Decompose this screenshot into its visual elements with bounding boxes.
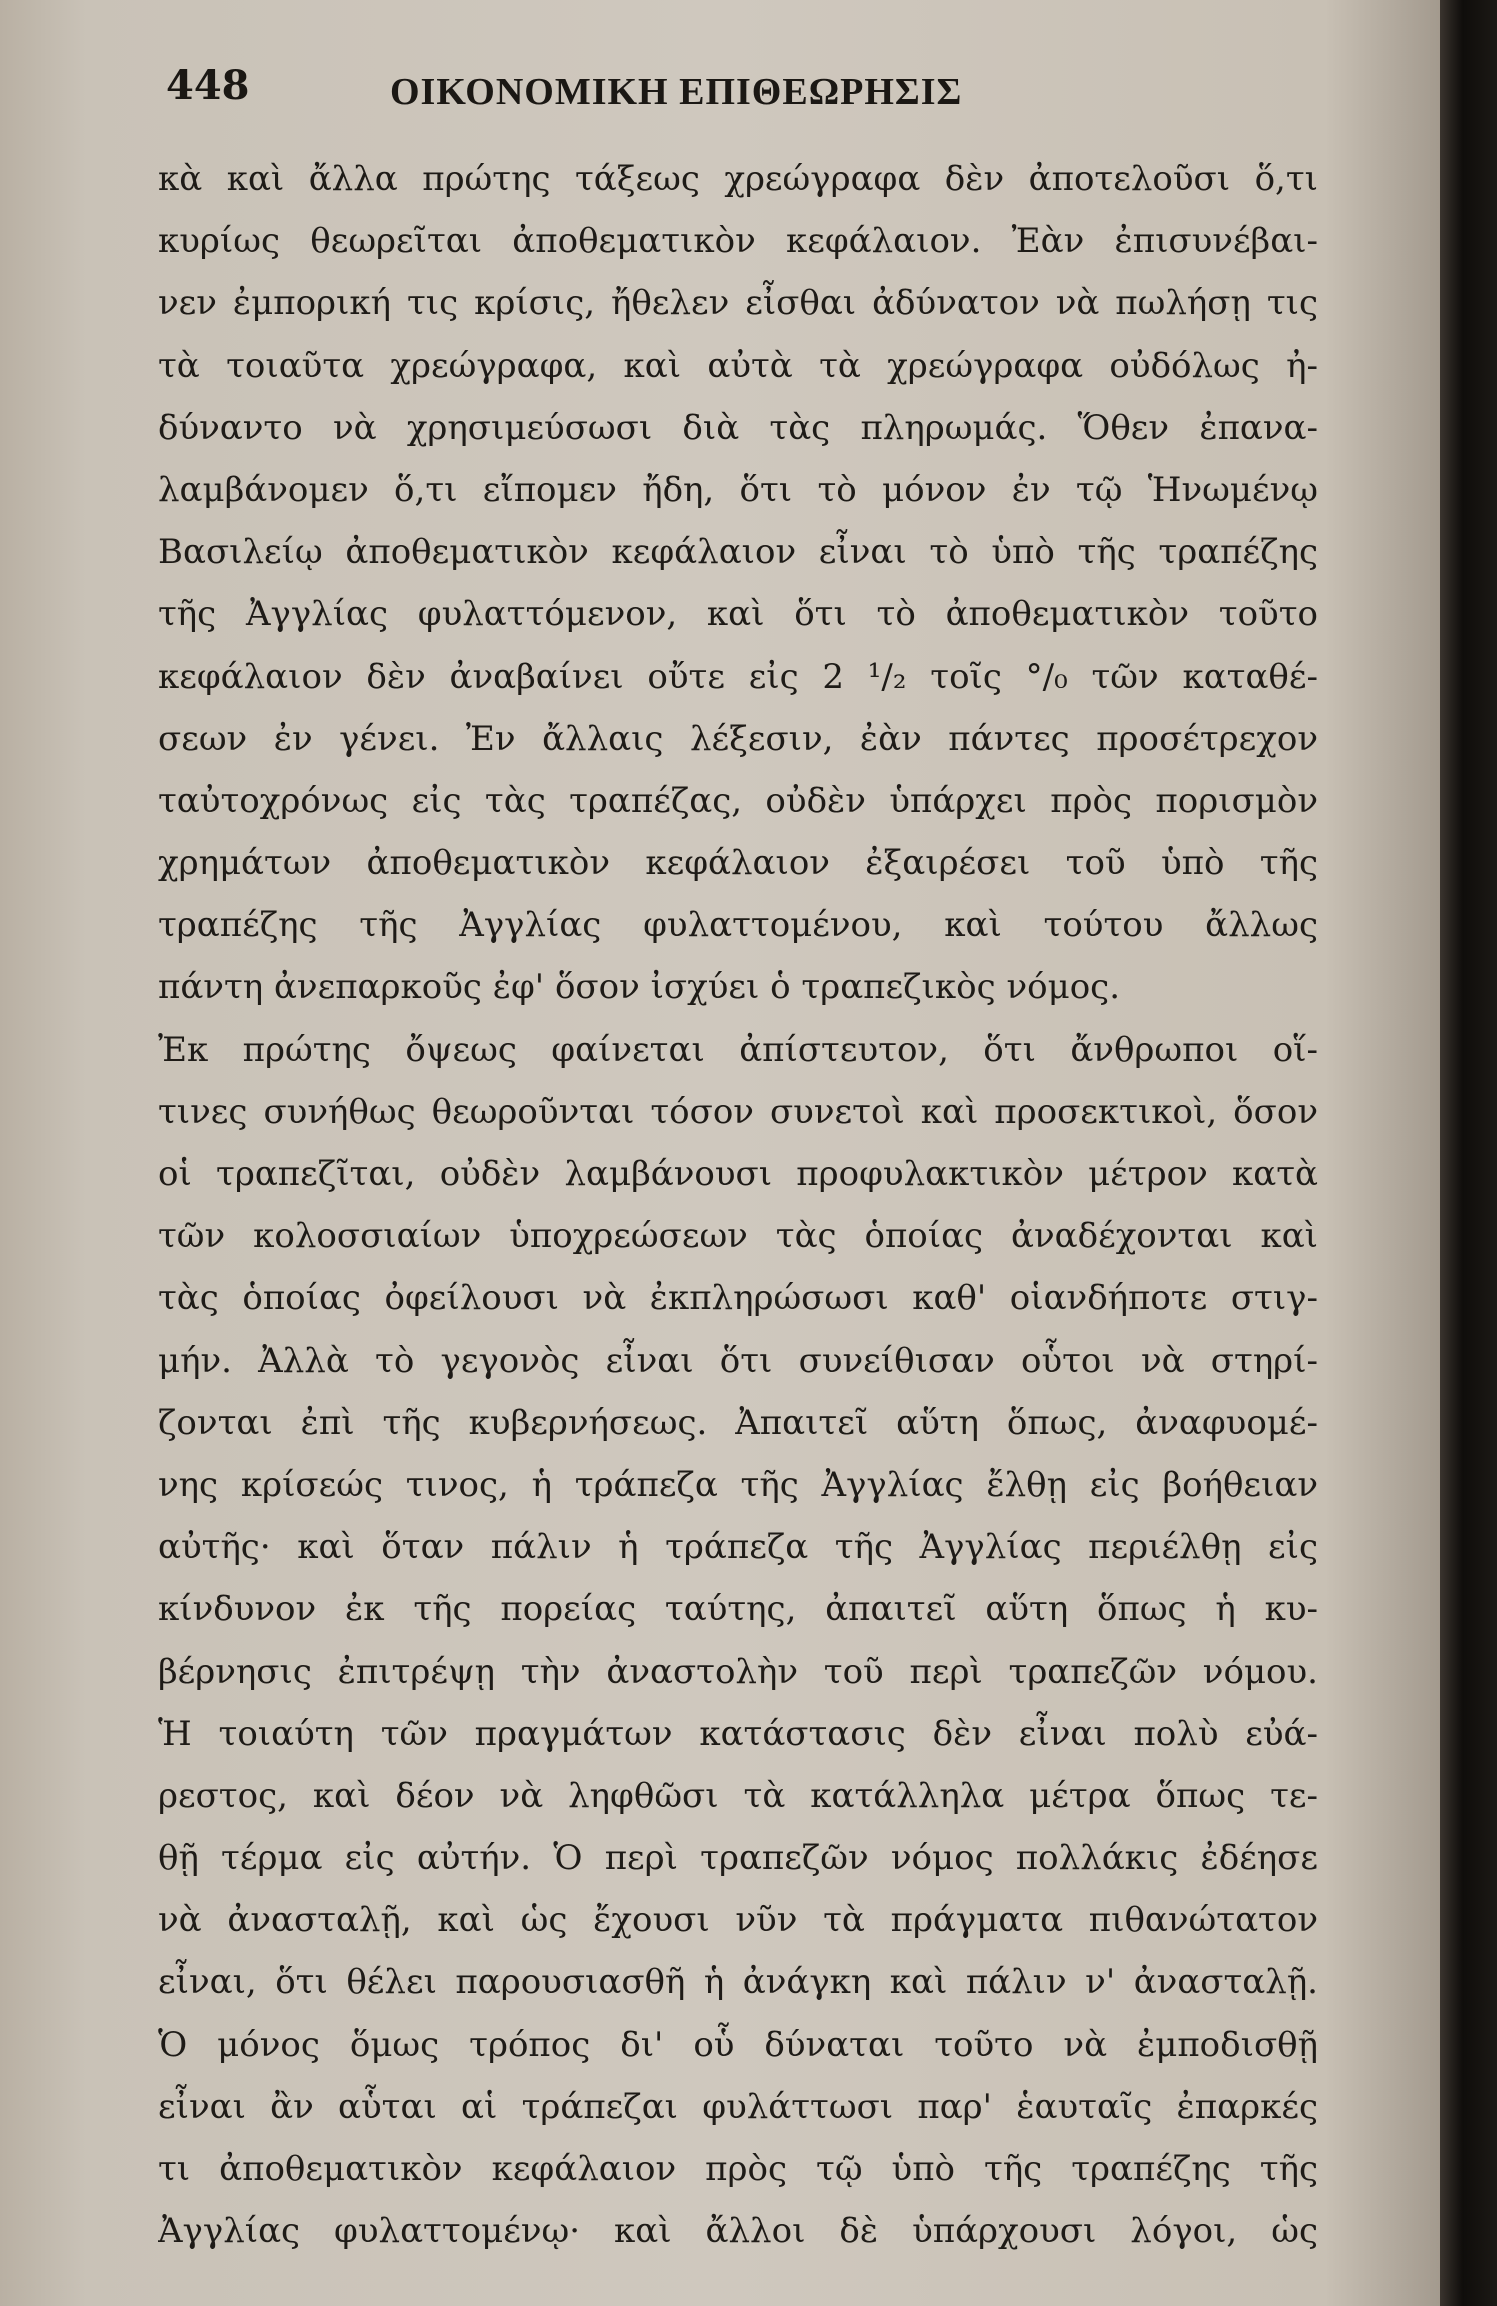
running-head: ΟΙΚΟΝΟΜΙΚΗ ΕΠΙΘΕΩΡΗΣΙΣ	[390, 71, 963, 113]
text-line: εἶναι ἂν αὗται αἱ τράπεζαι φυλάττωσι παρ' ἑαυταῖς ἐπαρκές	[158, 2086, 1318, 2127]
text-line: Ἐκ πρώτης ὄψεως φαίνεται ἀπίστευτον, ὅτι ἄνθρωποι οἵ-	[158, 1029, 1318, 1070]
text-line: τῶν κολοσσιαίων ὑποχρεώσεων τὰς ὁποίας ἀναδέχονται καὶ	[158, 1216, 1318, 1257]
page-header	[160, 62, 1320, 122]
text-line: νεν ἐμπορική τις κρίσις, ἤθελεν εἶσθαι ἀδύνατον νὰ πωλήσῃ τις	[158, 283, 1318, 324]
text-line: ταὐτοχρόνως εἰς τὰς τραπέζας, οὐδὲν ὑπάρχει πρὸς πορισμὸν	[158, 780, 1318, 821]
text-line: βέρνησις ἐπιτρέψῃ τὴν ἀναστολὴν τοῦ περὶ τραπεζῶν νόμου.	[158, 1651, 1318, 1692]
body-text	[158, 148, 1318, 2262]
text-line: θῇ τέρμα εἰς αὐτήν. Ὁ περὶ τραπεζῶν νόμος πολλάκις ἐδέησε	[158, 1838, 1318, 1879]
text-line: Βασιλείῳ ἀποθεματικὸν κεφάλαιον εἶναι τὸ ὑπὸ τῆς τραπέζης	[158, 532, 1318, 573]
text-line: τι ἀποθεματικὸν κεφάλαιον πρὸς τῷ ὑπὸ τῆς τραπέζης τῆς	[158, 2149, 1318, 2189]
text-line: Ὁ μόνος ὅμως τρόπος δι' οὗ δύναται τοῦτο νὰ ἐμποδισθῇ	[158, 2024, 1318, 2065]
text-line: νης κρίσεώς τινος, ἡ τράπεζα τῆς Ἀγγλίας ἔλθῃ εἰς βοήθειαν	[158, 1464, 1318, 1505]
text-line: τραπέζης τῆς Ἀγγλίας φυλαττομένου, καὶ τούτου ἄλλως	[158, 905, 1318, 946]
text-line: εἶναι, ὅτι θέλει παρουσιασθῆ ἡ ἀνάγκη καὶ πάλιν ν' ἀνασταλῇ.	[158, 1962, 1318, 2003]
text-line: ζονται ἐπὶ τῆς κυβερνήσεως. Ἀπαιτεῖ αὕτη ὅπως, ἀναφυομέ-	[158, 1402, 1318, 1443]
text-line: κυρίως θεωρεῖται ἀποθεματικὸν κεφάλαιον. Ἐὰν ἐπισυνέβαι-	[158, 221, 1318, 262]
text-line: μήν. Ἀλλὰ τὸ γεγονὸς εἶναι ὅτι συνείθισαν οὗτοι νὰ στηρί-	[158, 1340, 1318, 1381]
text-line: χρημάτων ἀποθεματικὸν κεφάλαιον ἐξαιρέσει τοῦ ὑπὸ τῆς	[158, 843, 1318, 884]
text-line: Ἀγγλίας φυλαττομένῳ· καὶ ἄλλοι δὲ ὑπάρχουσι λόγοι, ὡς	[158, 2211, 1318, 2252]
text-line: τὰς ὁποίας ὀφείλουσι νὰ ἐκπληρώσωσι καθ' οἱανδήποτε στιγ-	[158, 1278, 1318, 1319]
text-line: κὰ καὶ ἄλλα πρώτης τάξεως χρεώγραφα δὲν ἀποτελοῦσι ὅ,τι	[158, 159, 1318, 199]
text-line: οἱ τραπεζῖται, οὐδὲν λαμβάνουσι προφυλακτικὸν μέτρον κατὰ	[158, 1154, 1318, 1194]
text-line: τὰ τοιαῦτα χρεώγραφα, καὶ αὐτὰ τὰ χρεώγραφα οὐδόλως ἠ-	[158, 345, 1318, 386]
page-number: 448	[166, 62, 250, 109]
text-line: σεων ἐν γένει. Ἐν ἄλλαις λέξεσιν, ἐὰν πάντες προσέτρεχον	[158, 718, 1318, 759]
text-line: τῆς Ἀγγλίας φυλαττόμενον, καὶ ὅτι τὸ ἀποθεματικὸν τοῦτο	[158, 594, 1318, 635]
text-line: κεφάλαιον δὲν ἀναβαίνει οὔτε εἰς 2 ¹/₂ τοῖς °/₀ τῶν καταθέ-	[158, 656, 1318, 697]
text-line: νὰ ἀνασταλῇ, καὶ ὡς ἔχουσι νῦν τὰ πράγματα πιθανώτατον	[158, 1900, 1318, 1941]
text-line: λαμβάνομεν ὅ,τι εἴπομεν ἤδη, ὅτι τὸ μόνον ἐν τῷ Ἡνωμένῳ	[158, 469, 1318, 510]
text-line: τινες συνήθως θεωροῦνται τόσον συνετοὶ καὶ προσεκτικοὶ, ὅσον	[158, 1091, 1318, 1132]
text-line: ρεστος, καὶ δέον νὰ ληφθῶσι τὰ κατάλληλα μέτρα ὅπως τε-	[158, 1775, 1318, 1816]
text-line: κίνδυνον ἐκ τῆς πορείας ταύτης, ἀπαιτεῖ αὕτη ὅπως ἡ κυ-	[158, 1589, 1318, 1630]
page-edge-shadow	[1440, 0, 1497, 2306]
text-line: Ἡ τοιαύτη τῶν πραγμάτων κατάστασις δὲν εἶναι πολὺ εὐά-	[158, 1713, 1318, 1754]
text-line: δύναντο νὰ χρησιμεύσωσι διὰ τὰς πληρωμάς. Ὅθεν ἐπανα-	[158, 407, 1318, 448]
text-line: αὐτῆς· καὶ ὅταν πάλιν ἡ τράπεζα τῆς Ἀγγλίας περιέλθῃ εἰς	[158, 1527, 1318, 1568]
text-line: πάντη ἀνεπαρκοῦς ἐφ' ὅσον ἰσχύει ὁ τραπεζικὸς νόμος.	[158, 967, 1121, 1008]
